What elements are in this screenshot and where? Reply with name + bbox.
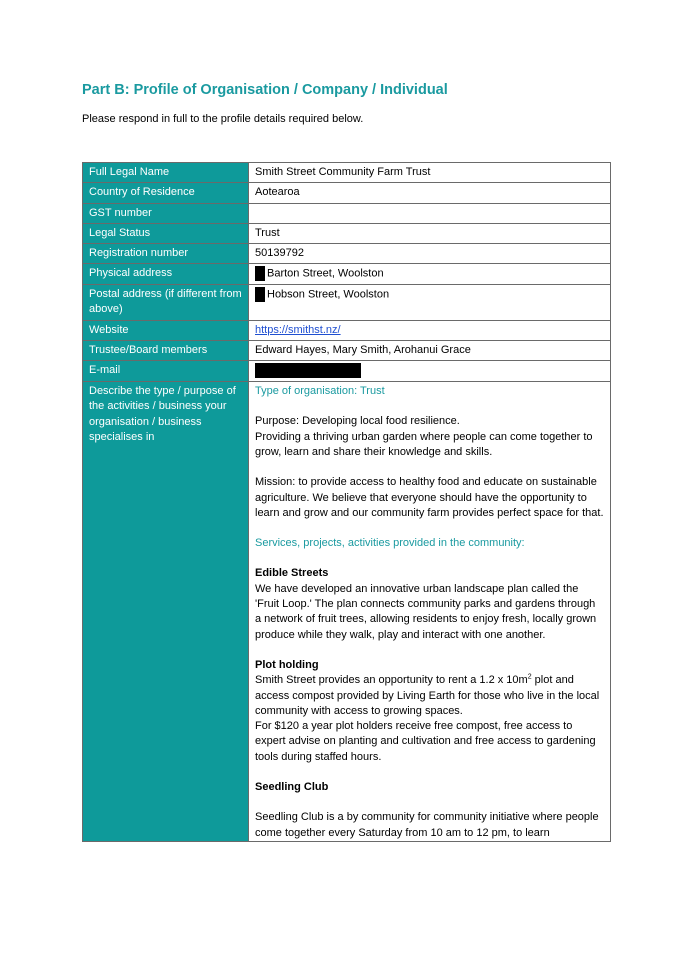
label-email: E-mail (83, 361, 249, 382)
label-postal-address: Postal address (if different from above) (83, 285, 249, 321)
label-legal-status: Legal Status (83, 223, 249, 243)
value-postal-address (249, 285, 611, 321)
plot-text-b: plot and access compost provided by Living Earth for those who live in the local community with access to growing spaces. (255, 674, 600, 717)
services-heading: Services, projects, activities provided in the community: (255, 537, 525, 550)
value-physical-address (249, 264, 611, 285)
value-describe (249, 382, 611, 842)
label-website: Website (83, 320, 249, 340)
edible-streets-text: We have developed an innovative urban landscape plan called the 'Fruit Loop.' The plan connects community parks and gardens through a network of fruit trees, allowing residents to enjoy fresh, locally grown produce while they walk, play and interact with one another. (255, 582, 597, 641)
table-row (83, 244, 611, 264)
value-gst (249, 203, 611, 223)
table-row (83, 285, 611, 321)
seedling-club-text: Seedling Club is a by community for community initiative where people come together every Saturday from 10 am to 12 pm, to learn (255, 811, 599, 839)
purpose-detail: Providing a thriving urban garden where people can come together to grow, learn and share their knowledge and skills. (255, 430, 593, 458)
plot-holding-title: Plot holding (255, 658, 319, 671)
table-row (83, 223, 611, 243)
postal-address-text: Hobson Street, Woolston (267, 288, 390, 301)
plot-holding-fees: For $120 a year plot holders receive free compost, free access to expert advise on planting and cultivation and free access to gardening tools during staffed hours. (255, 720, 596, 763)
value-trustees: Edward Hayes, Mary Smith, Arohanui Grace (249, 341, 611, 361)
intro-text: Please respond in full to the profile details required below. (82, 113, 364, 125)
seedling-club-title: Seedling Club (255, 781, 329, 794)
value-registration: 50139792 (249, 244, 611, 264)
value-email (249, 361, 611, 382)
table-row (83, 203, 611, 223)
label-registration: Registration number (83, 244, 249, 264)
org-type-line: Type of organisation: Trust (255, 385, 385, 398)
label-trustees: Trustee/Board members (83, 341, 249, 361)
section-heading: Part B: Profile of Organisation / Company / Individual (82, 82, 448, 98)
table-row (83, 320, 611, 340)
table-row (83, 361, 611, 382)
label-country: Country of Residence (83, 183, 249, 203)
profile-table (82, 162, 611, 842)
label-gst: GST number (83, 203, 249, 223)
redaction-block (255, 287, 265, 302)
table-row (83, 163, 611, 183)
value-country: Aotearoa (249, 183, 611, 203)
label-physical-address: Physical address (83, 264, 249, 285)
table-row (83, 264, 611, 285)
value-full-legal-name: Smith Street Community Farm Trust (249, 163, 611, 183)
plot-holding-text (255, 673, 604, 719)
table-row (83, 382, 611, 842)
table-row (83, 341, 611, 361)
physical-address-text: Barton Street, Woolston (267, 267, 384, 280)
label-describe: Describe the type / purpose of the activities / business your organisation / business specialises in (83, 382, 249, 842)
mission-text: Mission: to provide access to healthy food and educate on sustainable agriculture. We believe that everyone should have the opportunity to learn and grow and our community farm provides perfect space for that. (255, 476, 604, 519)
email-redaction (255, 363, 361, 378)
redaction-block (255, 266, 265, 281)
purpose-line: Purpose: Developing local food resilience. (255, 415, 460, 428)
plot-text-a: Smith Street provides an opportunity to rent a 1.2 x 10m (255, 674, 528, 687)
table-row (83, 183, 611, 203)
website-link[interactable]: https://smithst.nz/ (255, 323, 341, 336)
value-website (249, 320, 611, 340)
edible-streets-title: Edible Streets (255, 567, 329, 580)
value-legal-status: Trust (249, 223, 611, 243)
plot-sup: 2 (527, 673, 532, 681)
label-full-legal-name: Full Legal Name (83, 163, 249, 183)
